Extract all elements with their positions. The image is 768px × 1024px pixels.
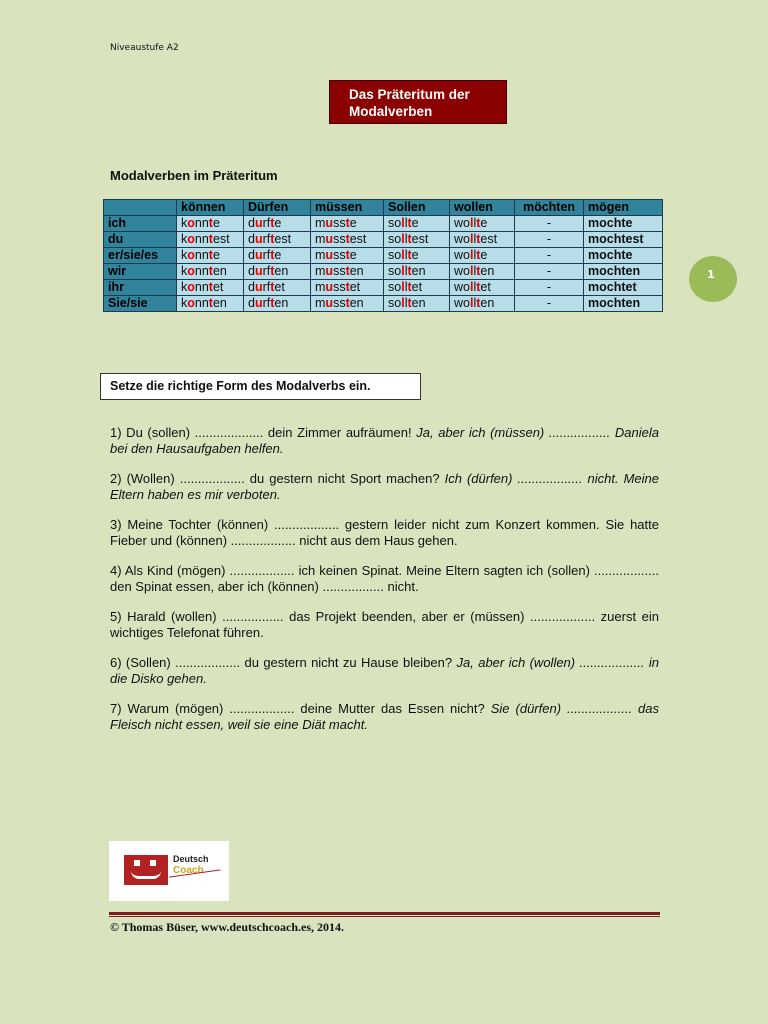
stem-vowel: l — [401, 280, 405, 294]
verb-part: wo — [454, 248, 470, 262]
verb-part: d — [248, 280, 255, 294]
logo-text-line-1: Deutsch — [173, 854, 209, 864]
level-label: Niveaustufe A2 — [110, 43, 179, 53]
verb-part: so — [388, 248, 402, 262]
verb-form-cell — [450, 296, 515, 312]
stem-vowel: l — [469, 232, 474, 246]
table-header-row — [104, 200, 663, 216]
verb-part: k — [181, 296, 188, 310]
stem-vowel: u — [325, 216, 334, 230]
stem-consonants: rft — [262, 296, 275, 310]
conjugation-table — [103, 199, 663, 312]
page-title — [329, 80, 507, 124]
exercise-question: 2) (Wollen) .................. du gestern nicht Sport machen? — [110, 471, 445, 486]
verb-form-cell — [384, 264, 450, 280]
verb-part: e — [212, 216, 220, 230]
verb-part: m — [315, 264, 326, 278]
verb-form-cell — [311, 280, 384, 296]
table-row — [104, 232, 663, 248]
header-cell: möchten — [515, 200, 584, 216]
verb-form-cell — [384, 280, 450, 296]
verb-part: so — [388, 232, 402, 246]
verb-form-cell — [244, 232, 311, 248]
verb-form-cell — [384, 216, 450, 232]
verb-form-cell — [177, 248, 244, 264]
table-row — [104, 216, 663, 232]
stem-consonants: nnt — [194, 280, 213, 294]
verb-part: est — [480, 232, 498, 246]
verb-form-cell — [311, 296, 384, 312]
moechten-cell: - — [515, 264, 584, 280]
stem-vowel: u — [254, 232, 263, 246]
smiley-logo-icon — [124, 855, 168, 885]
stem-vowel: u — [325, 264, 334, 278]
moegen-cell: mochtest — [584, 232, 663, 248]
verb-form-cell — [244, 280, 311, 296]
task-instruction: Setze die richtige Form des Modalverbs ein. — [100, 373, 421, 400]
stem-consonants: rft — [262, 264, 275, 278]
stem-consonants: sst — [333, 280, 350, 294]
exercise-answer-prompt: Ja, aber ich (wollen) .................. in die Disko gehen. — [110, 655, 659, 686]
verb-part: wo — [454, 232, 470, 246]
table-row — [104, 280, 663, 296]
exercise-answer-prompt: Ich (dürfen) .................. nicht. Meine Eltern haben es mir verboten. — [110, 471, 659, 502]
verb-form-cell — [244, 216, 311, 232]
exercise-question: 5) Harald (wollen) ................. das Projekt beenden, aber er (müssen) .................. zuerst ein wichtiges Telefonat führen. — [110, 609, 659, 640]
verb-form-cell — [311, 248, 384, 264]
table-body — [104, 216, 663, 312]
title-line-2: Modalverben — [349, 104, 433, 119]
verb-part: et — [274, 280, 285, 294]
pronoun-cell: Sie/sie — [104, 296, 177, 312]
stem-vowel: l — [401, 216, 405, 230]
verb-form-cell — [244, 264, 311, 280]
verb-part: et — [349, 280, 361, 294]
verb-part: wo — [454, 264, 470, 278]
verb-part: d — [248, 248, 255, 262]
pronoun-cell: ich — [104, 216, 177, 232]
stem-vowel: u — [325, 280, 334, 294]
verb-part: e — [480, 216, 488, 230]
stem-vowel: o — [187, 216, 195, 230]
verb-form-cell — [177, 264, 244, 280]
moechten-cell: - — [515, 248, 584, 264]
stem-consonants: lt — [404, 280, 412, 294]
verb-part: m — [315, 216, 326, 230]
stem-consonants: lt — [404, 248, 412, 262]
stem-vowel: o — [187, 248, 195, 262]
verb-part: est — [212, 232, 230, 246]
header-cell: können — [177, 200, 244, 216]
stem-consonants: rft — [262, 216, 275, 230]
exercise-question: 6) (Sollen) .................. du gestern nicht zu Hause bleiben? — [110, 655, 457, 670]
verb-part: et — [480, 280, 491, 294]
stem-vowel: u — [254, 248, 263, 262]
verb-part: so — [388, 296, 402, 310]
moechten-cell: - — [515, 216, 584, 232]
verb-part: e — [411, 216, 419, 230]
stem-vowel: l — [469, 296, 474, 310]
verb-part: e — [480, 248, 488, 262]
verb-part: en — [411, 264, 426, 278]
header-cell: müssen — [311, 200, 384, 216]
verb-part: est — [274, 232, 292, 246]
verb-form-cell — [384, 248, 450, 264]
verb-part: so — [388, 264, 402, 278]
stem-vowel: o — [187, 280, 195, 294]
stem-consonants: sst — [333, 248, 350, 262]
verb-part: en — [274, 296, 289, 310]
stem-consonants: rft — [262, 280, 275, 294]
verb-part: wo — [454, 296, 470, 310]
verb-part: en — [274, 264, 289, 278]
verb-form-cell — [384, 296, 450, 312]
exercise-answer-prompt: Sie (dürfen) .................. das Fleisch nicht essen, weil sie eine Diät macht. — [110, 701, 659, 732]
stem-consonants: lt — [404, 296, 412, 310]
verb-part: e — [349, 248, 357, 262]
stem-vowel: u — [254, 280, 263, 294]
verb-part: en — [212, 264, 227, 278]
footer-rule-thin — [109, 916, 660, 917]
stem-consonants: rft — [262, 232, 275, 246]
verb-form-cell — [450, 248, 515, 264]
exercise-item — [110, 425, 659, 457]
verb-part: wo — [454, 280, 470, 294]
footer-rule — [109, 912, 660, 915]
verb-part: m — [315, 280, 326, 294]
header-cell: wollen — [450, 200, 515, 216]
stem-consonants: sst — [333, 216, 350, 230]
stem-vowel: u — [325, 248, 334, 262]
stem-vowel: o — [187, 296, 195, 310]
stem-consonants: lt — [473, 232, 481, 246]
stem-vowel: u — [254, 216, 263, 230]
verb-part: et — [212, 280, 224, 294]
verb-form-cell — [177, 232, 244, 248]
stem-consonants: nnt — [194, 264, 213, 278]
stem-consonants: lt — [473, 296, 481, 310]
verb-part: d — [248, 232, 255, 246]
stem-vowel: o — [187, 232, 195, 246]
exercise-question: 7) Warum (mögen) .................. deine Mutter das Essen nicht? — [110, 701, 491, 716]
exercise-question: 3) Meine Tochter (können) .................. gestern leider nicht zum Konzert kommen. Sie hatte Fieber und (können) .................. nicht aus dem Haus gehen. — [110, 517, 659, 548]
copyright-footer: © Thomas Büser, www.deutschcoach.es, 2014. — [110, 920, 344, 934]
verb-form-cell — [450, 216, 515, 232]
verb-form-cell — [244, 248, 311, 264]
deutschcoach-logo — [109, 841, 229, 901]
stem-vowel: u — [254, 264, 263, 278]
verb-part: so — [388, 216, 402, 230]
exercise-item — [110, 655, 659, 687]
verb-part: d — [248, 296, 255, 310]
stem-vowel: l — [401, 248, 405, 262]
exercise-item — [110, 517, 659, 549]
header-cell-empty — [104, 200, 177, 216]
moegen-cell: mochte — [584, 248, 663, 264]
moegen-cell: mochten — [584, 296, 663, 312]
exercise-item — [110, 563, 659, 595]
verb-form-cell — [177, 280, 244, 296]
stem-consonants: nnt — [194, 216, 213, 230]
stem-consonants: rft — [262, 248, 275, 262]
verb-form-cell — [177, 296, 244, 312]
verb-part: k — [181, 264, 188, 278]
stem-consonants: lt — [404, 216, 412, 230]
moegen-cell: mochtet — [584, 280, 663, 296]
stem-consonants: lt — [473, 216, 481, 230]
stem-consonants: lt — [473, 280, 481, 294]
exercise-list — [110, 425, 659, 747]
exercise-answer-prompt: Ja, aber ich (müssen) ................. Daniela bei den Hausaufgaben helfen. — [110, 425, 659, 456]
stem-consonants: sst — [333, 264, 350, 278]
verb-part: m — [315, 232, 326, 246]
verb-part: et — [411, 280, 423, 294]
moechten-cell: - — [515, 280, 584, 296]
verb-part: e — [349, 216, 357, 230]
stem-vowel: l — [469, 216, 474, 230]
stem-vowel: o — [187, 264, 195, 278]
verb-part: e — [274, 248, 282, 262]
verb-part: e — [274, 216, 282, 230]
verb-part: k — [181, 280, 188, 294]
verb-form-cell — [384, 232, 450, 248]
verb-part: m — [315, 248, 326, 262]
pronoun-cell: wir — [104, 264, 177, 280]
stem-vowel: u — [325, 296, 334, 310]
stem-consonants: lt — [473, 248, 481, 262]
moegen-cell: mochte — [584, 216, 663, 232]
verb-form-cell — [177, 216, 244, 232]
header-cell: Sollen — [384, 200, 450, 216]
verb-form-cell — [450, 232, 515, 248]
moechten-cell: - — [515, 232, 584, 248]
stem-consonants: sst — [333, 232, 350, 246]
verb-part: en — [480, 264, 495, 278]
stem-consonants: lt — [404, 232, 412, 246]
exercise-question: 4) Als Kind (mögen) .................. ich keinen Spinat. Meine Eltern sagten ich (sollen) .................. den Spinat essen, aber ich (können) ................. nicht. — [110, 563, 659, 594]
verb-part: d — [248, 264, 255, 278]
moegen-cell: mochten — [584, 264, 663, 280]
verb-form-cell — [244, 296, 311, 312]
table-row — [104, 296, 663, 312]
stem-vowel: u — [325, 232, 334, 246]
verb-part: en — [212, 296, 227, 310]
verb-part: k — [181, 216, 188, 230]
verb-part: est — [411, 232, 429, 246]
stem-consonants: nnt — [194, 232, 213, 246]
verb-form-cell — [450, 280, 515, 296]
exercise-item — [110, 609, 659, 641]
stem-consonants: lt — [473, 264, 481, 278]
exercise-question: 1) Du (sollen) ................... dein Zimmer aufräumen! — [110, 425, 417, 440]
verb-part: d — [248, 216, 255, 230]
verb-part: m — [315, 296, 326, 310]
title-line-1: Das Präteritum der — [349, 87, 470, 102]
pronoun-cell: er/sie/es — [104, 248, 177, 264]
page-number-badge: 1 — [689, 256, 737, 302]
stem-consonants: nnt — [194, 296, 213, 310]
verb-form-cell — [311, 264, 384, 280]
pronoun-cell: ihr — [104, 280, 177, 296]
verb-part: wo — [454, 216, 470, 230]
stem-vowel: l — [469, 248, 474, 262]
verb-part: so — [388, 280, 402, 294]
stem-vowel: l — [401, 264, 405, 278]
stem-vowel: l — [469, 264, 474, 278]
verb-part: e — [212, 248, 220, 262]
stem-vowel: l — [401, 296, 405, 310]
stem-vowel: l — [469, 280, 474, 294]
header-cell: mögen — [584, 200, 663, 216]
table-row — [104, 264, 663, 280]
verb-part: en — [411, 296, 426, 310]
verb-part: en — [349, 296, 364, 310]
verb-form-cell — [450, 264, 515, 280]
exercise-item — [110, 701, 659, 733]
stem-vowel: l — [401, 232, 405, 246]
exercise-item — [110, 471, 659, 503]
section-heading: Modalverben im Präteritum — [110, 168, 278, 183]
verb-part: est — [349, 232, 367, 246]
verb-part: e — [411, 248, 419, 262]
stem-consonants: sst — [333, 296, 350, 310]
stem-consonants: nnt — [194, 248, 213, 262]
table-row — [104, 248, 663, 264]
stem-consonants: lt — [404, 264, 412, 278]
logo-text-line-2: Coach — [173, 865, 204, 876]
verb-part: en — [480, 296, 495, 310]
verb-form-cell — [311, 216, 384, 232]
verb-form-cell — [311, 232, 384, 248]
header-cell: Dürfen — [244, 200, 311, 216]
verb-part: k — [181, 232, 188, 246]
pronoun-cell: du — [104, 232, 177, 248]
moechten-cell: - — [515, 296, 584, 312]
verb-part: en — [349, 264, 364, 278]
verb-part: k — [181, 248, 188, 262]
stem-vowel: u — [254, 296, 263, 310]
